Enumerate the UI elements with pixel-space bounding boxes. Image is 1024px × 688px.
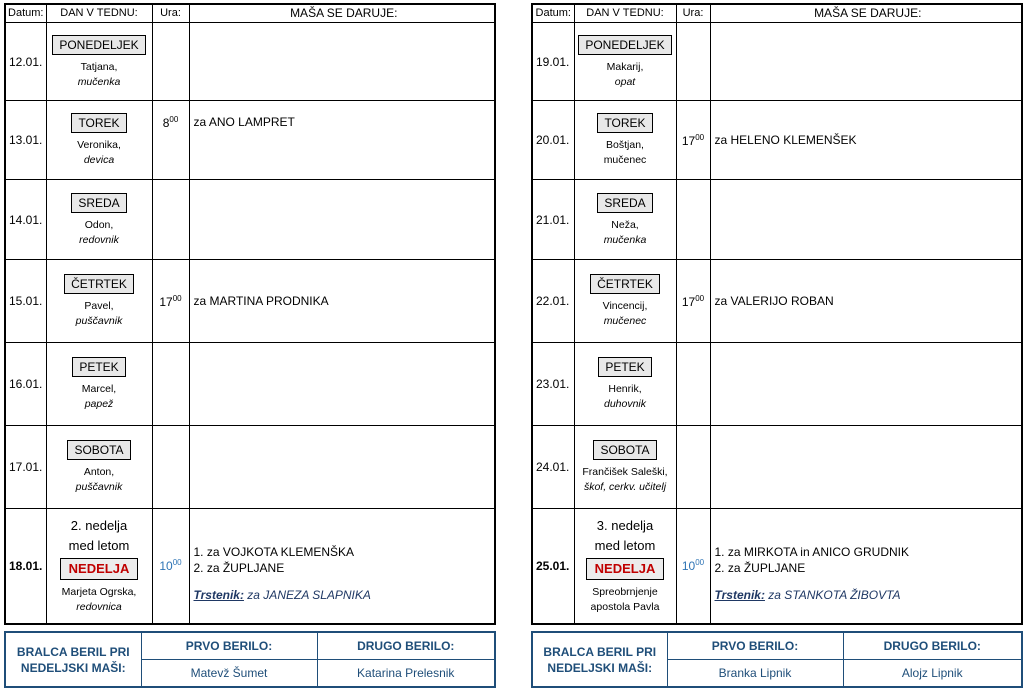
time-cell	[152, 426, 189, 509]
saint-role: puščavnik	[75, 481, 123, 493]
time-minute: 00	[695, 132, 705, 142]
day-cell	[46, 426, 152, 509]
day-name: TOREK	[71, 113, 126, 133]
saint-role: puščavnik	[75, 315, 123, 327]
saint-role: mučenec	[603, 154, 647, 166]
sunday-title-1: 2. nedelja	[70, 517, 128, 533]
time-cell	[152, 180, 189, 260]
second-reader: Katarina Prelesnik	[317, 660, 495, 688]
readers-label-line-1: BRALCA BERIL PRI	[543, 644, 657, 659]
time-cell	[676, 180, 710, 260]
time-minute: 00	[172, 293, 182, 303]
date-cell: 21.01.	[532, 180, 574, 260]
day-cell	[46, 260, 152, 343]
day-cell	[574, 260, 676, 343]
intention-cell	[710, 509, 1022, 624]
saint-role: redovnik	[79, 233, 119, 246]
day-name: NEDELJA	[60, 558, 139, 580]
saint-role: duhovnik	[603, 398, 647, 410]
time-hour: 17	[681, 133, 696, 148]
day-name: SREDA	[71, 193, 126, 213]
header-dan: DAN V TEDNU:	[574, 4, 676, 23]
schedule-table-right	[531, 3, 1023, 625]
place-intention: za STANKOTA ŽIBOVTA	[764, 587, 901, 602]
time-minute: 00	[695, 293, 705, 303]
header-ura: Ura:	[152, 4, 189, 23]
intention-cell: za ANO LAMPRET	[189, 101, 495, 180]
day-cell	[46, 343, 152, 426]
table-row	[5, 101, 495, 180]
table-row	[532, 23, 1022, 101]
intention-cell	[189, 23, 495, 101]
header-datum: Datum:	[5, 4, 46, 23]
intention-2: 2. za ŽUPLJANE	[193, 560, 285, 575]
header-ura: Ura:	[676, 4, 710, 23]
day-name: NEDELJA	[586, 558, 665, 580]
day-name: ČETRTEK	[64, 274, 134, 294]
sunday-title-2: med letom	[68, 537, 130, 553]
place-name: Trstenik:	[714, 587, 765, 602]
day-cell	[574, 426, 676, 509]
day-name: PETEK	[598, 357, 651, 377]
table-row	[532, 343, 1022, 426]
time-hour: 17	[159, 294, 173, 309]
second-reading-header: DRUGO BERILO:	[843, 632, 1022, 660]
header-dan: DAN V TEDNU:	[46, 4, 152, 23]
table-row	[532, 101, 1022, 180]
saint-name: Veronika,	[77, 139, 121, 151]
time-cell	[152, 343, 189, 426]
first-reading-header: PRVO BERILO:	[141, 632, 317, 660]
trstenik-intention	[715, 588, 1022, 602]
date-cell: 15.01.	[5, 260, 46, 343]
day-cell	[46, 509, 152, 624]
intention-cell	[189, 426, 495, 509]
intention-cell	[710, 23, 1022, 101]
saint-role: opat	[614, 75, 636, 88]
time-cell	[676, 260, 710, 343]
intention-2: 2. za ŽUPLJANE	[714, 560, 806, 575]
intention-cell	[189, 343, 495, 426]
saint-name: Tatjana,	[80, 60, 118, 73]
table-row	[5, 23, 495, 101]
time-cell	[152, 509, 189, 624]
date-cell: 20.01.	[532, 101, 574, 180]
header-masa: MAŠA SE DARUJE:	[189, 4, 495, 23]
second-reader: Alojz Lipnik	[843, 660, 1022, 688]
time-cell	[676, 509, 710, 624]
day-cell	[574, 101, 676, 180]
day-cell	[46, 180, 152, 260]
day-name: PONEDELJEK	[52, 35, 145, 55]
saint-name: Pavel,	[84, 300, 114, 312]
place-name: Trstenik:	[193, 587, 244, 602]
time-hour: 17	[681, 294, 696, 309]
second-reading-header: DRUGO BERILO:	[317, 632, 495, 660]
saint-role: redovnica	[76, 600, 122, 613]
table-row	[532, 260, 1022, 343]
day-cell	[46, 101, 152, 180]
saint-name: Makarij,	[606, 60, 644, 73]
intention-cell	[710, 426, 1022, 509]
table-row-sunday	[532, 509, 1022, 624]
intention-1: 1. za MIRKOTA in ANICO GRUDNIK	[714, 544, 909, 559]
day-name: PONEDELJEK	[578, 35, 671, 55]
table-row	[5, 343, 495, 426]
date-cell: 12.01.	[5, 23, 46, 101]
date-cell: 23.01.	[532, 343, 574, 426]
readers-label-line-2: NEDELJSKI MAŠI:	[20, 660, 126, 675]
time-minute: 00	[695, 558, 705, 568]
date-cell: 22.01.	[532, 260, 574, 343]
time-cell	[152, 260, 189, 343]
day-name: TOREK	[597, 113, 652, 133]
saint-name: Marjeta Ogrska,	[61, 585, 137, 598]
first-reader: Matevž Šumet	[141, 660, 317, 688]
intention-cell	[189, 509, 495, 624]
saint-name: Vincencij,	[602, 300, 648, 312]
intention-cell	[710, 343, 1022, 426]
day-name: SREDA	[597, 193, 652, 213]
time-cell	[152, 101, 189, 180]
day-cell	[574, 343, 676, 426]
time-cell	[676, 23, 710, 101]
saint-name: Anton,	[83, 466, 115, 478]
day-name: SOBOTA	[593, 440, 656, 460]
saint-role: škof, cerkv. učitelj	[583, 481, 667, 493]
trstenik-intention	[194, 588, 495, 602]
time-cell	[676, 426, 710, 509]
table-row	[532, 426, 1022, 509]
day-cell	[574, 509, 676, 624]
saint-name: Henrik,	[608, 383, 642, 395]
day-name: PETEK	[72, 357, 125, 377]
date-cell: 14.01.	[5, 180, 46, 260]
time-cell	[676, 101, 710, 180]
intention-1: 1. za VOJKOTA KLEMENŠKA	[193, 544, 354, 559]
date-cell: 19.01.	[532, 23, 574, 101]
table-row	[532, 180, 1022, 260]
time-hour: 10	[159, 559, 173, 574]
readers-label	[5, 632, 141, 687]
table-row	[5, 426, 495, 509]
saint-name: Odon,	[84, 218, 114, 231]
date-cell: 24.01.	[532, 426, 574, 509]
saint-name: Marcel,	[81, 383, 117, 395]
day-cell	[574, 23, 676, 101]
saint-role: devica	[83, 154, 115, 166]
readers-label	[532, 632, 667, 687]
saint-role: apostola Pavla	[590, 600, 660, 613]
time-hour: 10	[681, 559, 696, 574]
table-row	[5, 260, 495, 343]
schedule-table-left	[4, 3, 496, 625]
time-cell	[152, 23, 189, 101]
intention-cell: za VALERIJO ROBAN	[710, 260, 1022, 343]
time-minute: 00	[172, 558, 182, 568]
intention-cell: za MARTINA PRODNIKA	[189, 260, 495, 343]
date-cell: 16.01.	[5, 343, 46, 426]
table-row-sunday	[5, 509, 495, 624]
day-cell	[574, 180, 676, 260]
first-reading-header: PRVO BERILO:	[667, 632, 843, 660]
intention-cell	[710, 180, 1022, 260]
date-cell: 17.01.	[5, 426, 46, 509]
time-hour: 8	[162, 116, 170, 130]
date-cell: 13.01.	[5, 101, 46, 180]
date-cell: 25.01.	[532, 509, 574, 624]
saint-role: mučenec	[603, 315, 647, 327]
day-name: ČETRTEK	[590, 274, 660, 294]
readers-table-left	[4, 631, 496, 688]
saint-role: mučenka	[603, 233, 647, 246]
day-cell	[46, 23, 152, 101]
sunday-title-2: med letom	[594, 537, 656, 553]
date-cell: 18.01.	[5, 509, 46, 624]
saint-role: papež	[84, 398, 114, 410]
time-cell	[676, 343, 710, 426]
header-masa: MAŠA SE DARUJE:	[710, 4, 1022, 23]
place-intention: za JANEZA SLAPNIKA	[243, 587, 371, 602]
readers-table-right	[531, 631, 1023, 688]
saint-role: mučenka	[77, 75, 121, 88]
readers-label-line-2: NEDELJSKI MAŠI:	[547, 660, 653, 675]
intention-cell	[189, 180, 495, 260]
header-datum: Datum:	[532, 4, 574, 23]
table-row	[5, 180, 495, 260]
intention-cell: za HELENO KLEMENŠEK	[710, 101, 1022, 180]
day-name: SOBOTA	[67, 440, 130, 460]
time-minute: 00	[169, 115, 179, 124]
first-reader: Branka Lipnik	[667, 660, 843, 688]
readers-label-line-1: BRALCA BERIL PRI	[16, 644, 130, 659]
saint-name: Spreobrnjenje	[592, 585, 658, 598]
saint-name: Neža,	[611, 218, 639, 231]
saint-name: Boštjan,	[606, 139, 644, 151]
saint-name: Frančišek Saleški,	[582, 466, 668, 478]
sunday-title-1: 3. nedelja	[596, 517, 654, 533]
